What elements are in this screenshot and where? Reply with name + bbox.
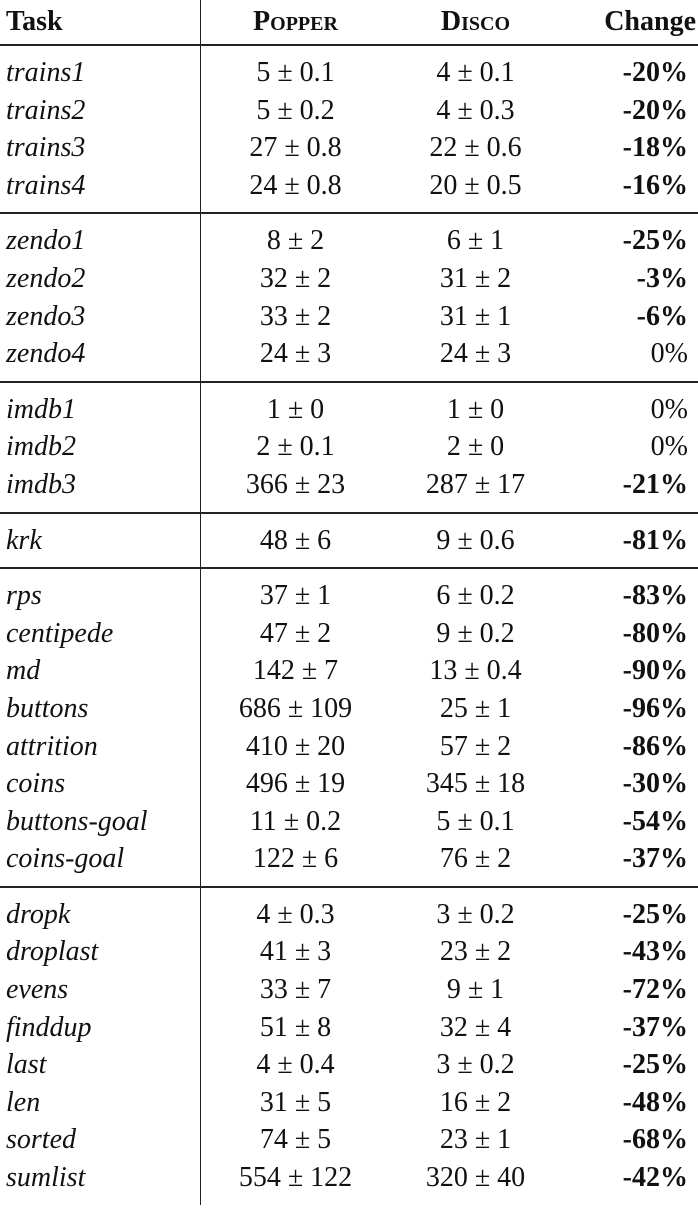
task-group [0, 887, 698, 1205]
popper-cell: 32 ± 2 [200, 260, 391, 298]
change-cell: -30% [622, 768, 688, 800]
spacer-row [0, 204, 698, 213]
popper-cell: 5 ± 0.2 [200, 92, 391, 130]
spacer-row [0, 887, 698, 896]
disco-cell: 287 ± 17 [425, 468, 526, 500]
task-cell: centipede [6, 617, 114, 649]
task-cell: finddup [6, 1011, 92, 1043]
task-cell: zendo1 [6, 225, 86, 257]
disco-cell: 23 ± 1 [439, 1124, 512, 1156]
change-cell: -86% [622, 730, 688, 762]
spacer-cell [200, 559, 391, 568]
change-cell: -80% [622, 617, 688, 649]
spacer-cell [391, 204, 561, 213]
spacer-cell [561, 887, 698, 896]
popper-cell: 496 ± 19 [200, 765, 391, 803]
spacer-cell [200, 887, 391, 896]
popper-cell: 11 ± 0.2 [200, 803, 391, 841]
spacer-row [0, 504, 698, 513]
spacer-cell [200, 45, 391, 54]
spacer-cell [391, 382, 561, 391]
spacer-cell [561, 204, 698, 213]
spacer-cell [200, 204, 391, 213]
popper-cell: 1 ± 0 [200, 391, 391, 429]
change-cell: -42% [622, 1162, 688, 1194]
table-row [0, 167, 698, 205]
task-group [0, 568, 698, 887]
table-row [0, 840, 698, 878]
spacer-cell [0, 1197, 200, 1205]
popper-cell: 37 ± 1 [200, 577, 391, 615]
spacer-row [0, 513, 698, 522]
table-row [0, 1121, 698, 1159]
spacer-cell [561, 504, 698, 513]
spacer-cell [391, 513, 561, 522]
task-cell: krk [6, 524, 42, 556]
popper-cell: 74 ± 5 [200, 1121, 391, 1159]
change-cell: -37% [622, 1011, 688, 1043]
spacer-cell [561, 373, 698, 382]
table-row [0, 728, 698, 766]
popper-cell: 33 ± 7 [200, 971, 391, 1009]
disco-cell: 6 ± 0.2 [436, 580, 515, 612]
disco-cell: 4 ± 0.1 [436, 57, 515, 88]
popper-cell: 686 ± 109 [200, 690, 391, 728]
popper-cell: 47 ± 2 [200, 615, 391, 653]
table-row [0, 298, 698, 336]
spacer-cell [391, 887, 561, 896]
task-cell: droplast [6, 936, 99, 968]
spacer-cell [200, 878, 391, 887]
change-cell: 0% [650, 431, 688, 463]
popper-cell: 5 ± 0.1 [200, 54, 391, 92]
disco-cell: 76 ± 2 [439, 843, 512, 875]
table-row [0, 335, 698, 373]
header-disco: Disco [440, 6, 511, 38]
spacer-cell [200, 373, 391, 382]
popper-cell: 4 ± 0.3 [200, 896, 391, 934]
header-task: Task [6, 6, 63, 38]
table-row [0, 803, 698, 841]
popper-cell: 33 ± 2 [200, 298, 391, 336]
popper-cell: 4 ± 0.4 [200, 1046, 391, 1084]
spacer-cell [561, 382, 698, 391]
header-change: Change [604, 6, 696, 38]
disco-cell: 22 ± 0.6 [429, 132, 522, 164]
table-row [0, 1084, 698, 1122]
spacer-cell [391, 1197, 561, 1205]
change-cell: 0% [650, 393, 688, 425]
popper-cell: 2 ± 0.1 [200, 428, 391, 466]
task-group [0, 382, 698, 513]
spacer-cell [391, 878, 561, 887]
popper-cell: 410 ± 20 [200, 728, 391, 766]
change-cell: -20% [622, 57, 688, 88]
change-cell: -18% [622, 132, 688, 164]
task-group [0, 45, 698, 213]
disco-cell: 13 ± 0.4 [429, 655, 522, 687]
task-cell: md [6, 655, 41, 687]
spacer-cell [561, 568, 698, 577]
spacer-cell [0, 204, 200, 213]
popper-cell: 51 ± 8 [200, 1009, 391, 1047]
task-cell: len [6, 1086, 41, 1118]
disco-cell: 4 ± 0.3 [436, 94, 515, 126]
spacer-row [0, 213, 698, 222]
task-cell: imdb3 [6, 468, 76, 500]
spacer-cell [391, 568, 561, 577]
disco-cell: 16 ± 2 [439, 1086, 512, 1118]
task-cell: rps [6, 580, 42, 612]
popper-cell: 24 ± 0.8 [200, 167, 391, 205]
table-row [0, 522, 698, 560]
spacer-cell [391, 504, 561, 513]
spacer-cell [0, 213, 200, 222]
change-cell: -68% [622, 1124, 688, 1156]
task-cell: trains2 [6, 94, 86, 126]
spacer-cell [200, 513, 391, 522]
popper-cell: 142 ± 7 [200, 652, 391, 690]
table-row [0, 896, 698, 934]
popper-cell: 27 ± 0.8 [200, 129, 391, 167]
disco-cell: 9 ± 1 [446, 974, 505, 1006]
popper-cell: 554 ± 122 [200, 1159, 391, 1197]
spacer-cell [0, 382, 200, 391]
change-cell: -25% [622, 898, 688, 930]
spacer-cell [561, 559, 698, 568]
disco-cell: 2 ± 0 [446, 431, 505, 463]
table-row [0, 391, 698, 429]
task-cell: coins [6, 768, 66, 800]
disco-cell: 25 ± 1 [439, 692, 512, 724]
popper-cell: 122 ± 6 [200, 840, 391, 878]
change-cell: -16% [622, 169, 688, 201]
spacer-cell [200, 1197, 391, 1205]
disco-cell: 320 ± 40 [425, 1162, 526, 1194]
table-row [0, 428, 698, 466]
table-row [0, 54, 698, 92]
spacer-row [0, 373, 698, 382]
table-row [0, 222, 698, 260]
popper-cell: 24 ± 3 [200, 335, 391, 373]
change-cell: -25% [622, 225, 688, 257]
spacer-row [0, 878, 698, 887]
table-row [0, 129, 698, 167]
task-cell: attrition [6, 730, 98, 762]
table-row [0, 765, 698, 803]
task-group [0, 513, 698, 569]
popper-cell: 366 ± 23 [200, 466, 391, 504]
spacer-cell [391, 45, 561, 54]
spacer-row [0, 382, 698, 391]
table-row [0, 971, 698, 1009]
spacer-row [0, 559, 698, 568]
disco-cell: 345 ± 18 [425, 768, 526, 800]
spacer-row [0, 45, 698, 54]
disco-cell: 57 ± 2 [439, 730, 512, 762]
table-row [0, 690, 698, 728]
change-cell: 0% [650, 338, 688, 370]
disco-cell: 31 ± 1 [439, 300, 512, 332]
spacer-cell [391, 213, 561, 222]
table-row [0, 260, 698, 298]
spacer-row [0, 568, 698, 577]
change-cell: -25% [622, 1049, 688, 1081]
task-cell: evens [6, 974, 69, 1006]
task-cell: zendo4 [6, 338, 86, 370]
disco-cell: 20 ± 0.5 [429, 169, 522, 201]
disco-cell: 3 ± 0.2 [436, 1049, 515, 1081]
change-cell: -37% [622, 843, 688, 875]
spacer-cell [0, 504, 200, 513]
task-cell: buttons-goal [6, 805, 148, 837]
spacer-cell [561, 213, 698, 222]
spacer-cell [561, 513, 698, 522]
header-popper: Popper [200, 0, 391, 45]
table-row [0, 933, 698, 971]
change-cell: -6% [636, 300, 688, 332]
task-cell: buttons [6, 692, 89, 724]
change-cell: -54% [622, 805, 688, 837]
change-cell: -81% [622, 524, 688, 556]
spacer-cell [391, 373, 561, 382]
task-cell: sumlist [6, 1162, 86, 1194]
disco-cell: 9 ± 0.2 [436, 617, 515, 649]
change-cell: -43% [622, 936, 688, 968]
popper-cell: 41 ± 3 [200, 933, 391, 971]
spacer-cell [200, 568, 391, 577]
table-row [0, 577, 698, 615]
spacer-cell [200, 504, 391, 513]
disco-cell: 6 ± 1 [446, 225, 505, 257]
task-cell: imdb1 [6, 393, 76, 425]
spacer-cell [0, 373, 200, 382]
spacer-cell [200, 213, 391, 222]
table-row [0, 1009, 698, 1047]
spacer-cell [0, 559, 200, 568]
popper-cell: 31 ± 5 [200, 1084, 391, 1122]
change-cell: -3% [636, 262, 688, 294]
spacer-cell [391, 559, 561, 568]
task-cell: zendo2 [6, 262, 86, 294]
spacer-cell [561, 878, 698, 887]
task-cell: trains4 [6, 169, 86, 201]
task-cell: sorted [6, 1124, 76, 1156]
table-row [0, 92, 698, 130]
change-cell: -83% [622, 580, 688, 612]
disco-cell: 32 ± 4 [439, 1011, 512, 1043]
spacer-cell [200, 382, 391, 391]
change-cell: -20% [622, 94, 688, 126]
spacer-cell [0, 878, 200, 887]
task-group [0, 213, 698, 381]
disco-cell: 3 ± 0.2 [436, 898, 515, 930]
spacer-cell [0, 887, 200, 896]
change-cell: -96% [622, 692, 688, 724]
popper-cell: 8 ± 2 [200, 222, 391, 260]
header-row [0, 0, 698, 45]
popper-cell: 48 ± 6 [200, 522, 391, 560]
disco-cell: 1 ± 0 [446, 393, 505, 425]
spacer-cell [0, 568, 200, 577]
table-row [0, 652, 698, 690]
task-cell: zendo3 [6, 300, 86, 332]
task-cell: imdb2 [6, 431, 76, 463]
disco-cell: 5 ± 0.1 [436, 805, 515, 837]
disco-cell: 9 ± 0.6 [436, 524, 515, 556]
spacer-cell [561, 45, 698, 54]
disco-cell: 31 ± 2 [439, 262, 512, 294]
task-cell: trains3 [6, 132, 86, 164]
change-cell: -48% [622, 1086, 688, 1118]
task-cell: last [6, 1049, 47, 1081]
task-cell: trains1 [6, 57, 86, 88]
task-cell: dropk [6, 898, 71, 930]
task-cell: coins-goal [6, 843, 125, 875]
spacer-cell [561, 1197, 698, 1205]
table-row [0, 1046, 698, 1084]
change-cell: -21% [622, 468, 688, 500]
spacer-row [0, 1197, 698, 1205]
change-cell: -72% [622, 974, 688, 1006]
change-cell: -90% [622, 655, 688, 687]
table-row [0, 1159, 698, 1197]
table-row [0, 615, 698, 653]
disco-cell: 23 ± 2 [439, 936, 512, 968]
disco-cell: 24 ± 3 [439, 338, 512, 370]
table-row [0, 466, 698, 504]
spacer-cell [0, 45, 200, 54]
spacer-cell [0, 513, 200, 522]
